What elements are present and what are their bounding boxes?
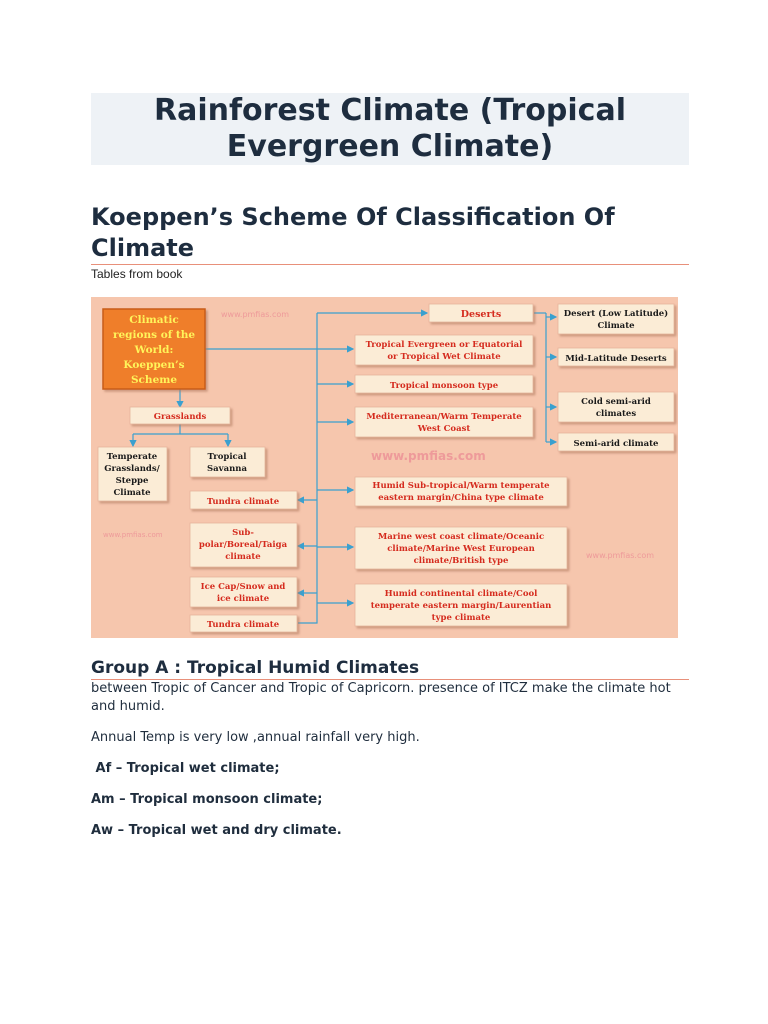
- svg-text:Cold semi-arid: Cold semi-arid: [581, 397, 651, 407]
- node-grasslands-label: Grasslands: [153, 412, 207, 422]
- svg-text:regions of the: regions of the: [112, 329, 196, 341]
- svg-text:type climate: type climate: [431, 613, 491, 623]
- node-tundra-1-label: Tundra climate: [206, 497, 280, 507]
- svg-text:Climate: Climate: [113, 488, 151, 498]
- svg-text:Tropical: Tropical: [207, 452, 247, 462]
- svg-text:climate/Marine West European: climate/Marine West European: [387, 544, 535, 554]
- section-heading: Koeppen’s Scheme Of Classification Of Climate: [91, 203, 615, 262]
- svg-text:Mediterranean/Warm Temperate: Mediterranean/Warm Temperate: [366, 412, 522, 422]
- svg-text:Savanna: Savanna: [207, 464, 247, 474]
- svg-text:Temperate: Temperate: [106, 452, 158, 462]
- svg-text:Koeppen’s: Koeppen’s: [123, 359, 185, 371]
- climate-type-am: Am – Tropical monsoon climate;: [91, 792, 323, 807]
- section-divider: [91, 264, 689, 265]
- svg-text:Scheme: Scheme: [130, 374, 178, 386]
- node-deserts-label: Deserts: [460, 309, 502, 320]
- koeppen-diagram: [91, 297, 678, 638]
- svg-text:climate: climate: [225, 552, 261, 562]
- svg-text:Grasslands/: Grasslands/: [104, 464, 160, 474]
- climate-type-af: Af – Tropical wet climate;: [91, 761, 280, 776]
- svg-text:ice climate: ice climate: [216, 594, 270, 604]
- svg-text:Sub-: Sub-: [232, 528, 254, 538]
- svg-text:climates: climates: [595, 409, 637, 419]
- page-title: Rainforest Climate (Tropical Evergreen Climate): [153, 93, 626, 164]
- svg-text:Climatic: Climatic: [129, 314, 179, 326]
- svg-text:Ice Cap/Snow and: Ice Cap/Snow and: [200, 582, 286, 592]
- svg-text:World:: World:: [134, 344, 174, 356]
- watermark: www.pmfias.com: [371, 449, 486, 463]
- watermark: www.pmfias.com: [103, 531, 163, 539]
- svg-text:temperate eastern margin/Laure: temperate eastern margin/Laurentian: [370, 601, 552, 611]
- svg-text:Tropical Evergreen or Equatori: Tropical Evergreen or Equatorial: [365, 340, 523, 350]
- svg-text:or Tropical Wet Climate: or Tropical Wet Climate: [387, 352, 501, 362]
- svg-text:Desert (Low Latitude): Desert (Low Latitude): [563, 309, 669, 319]
- figure-caption: Tables from book: [91, 267, 183, 281]
- group-a-description: between Tropic of Cancer and Tropic of Capricorn. presence of ITCZ make the climate hot and humid.: [91, 681, 671, 714]
- svg-text:Steppe: Steppe: [115, 476, 149, 486]
- group-a-heading: Group A : Tropical Humid Climates: [91, 658, 420, 678]
- svg-text:Humid Sub-tropical/Warm temper: Humid Sub-tropical/Warm temperate: [372, 481, 550, 491]
- svg-text:climate/British type: climate/British type: [413, 556, 509, 566]
- svg-text:Climate: Climate: [597, 321, 635, 331]
- watermark: www.pmfias.com: [221, 310, 290, 319]
- watermark: www.pmfias.com: [586, 551, 655, 560]
- node-mid-latitude-deserts-label: Mid-Latitude Deserts: [565, 354, 667, 364]
- svg-text:West Coast: West Coast: [417, 424, 471, 434]
- node-semi-arid-label: Semi-arid climate: [573, 439, 659, 449]
- svg-text:polar/Boreal/Taiga: polar/Boreal/Taiga: [198, 540, 288, 550]
- svg-text:eastern margin/China type clim: eastern margin/China type climate: [378, 493, 544, 503]
- node-tropical-monsoon-label: Tropical monsoon type: [389, 381, 499, 391]
- svg-text:Marine west coast climate/Ocea: Marine west coast climate/Oceanic: [377, 532, 545, 542]
- node-tundra-2-label: Tundra climate: [206, 620, 280, 630]
- svg-text:Humid continental climate/Cool: Humid continental climate/Cool: [384, 589, 538, 599]
- climate-type-aw: Aw – Tropical wet and dry climate.: [91, 823, 342, 838]
- group-a-climate-note: Annual Temp is very low ,annual rainfall very high.: [91, 730, 420, 745]
- title-box: [91, 93, 689, 165]
